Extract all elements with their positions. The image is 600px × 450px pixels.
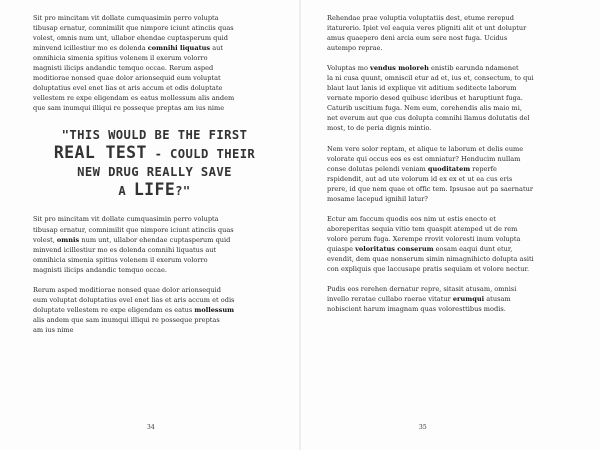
pull-quote-run: REAL TEST [53,143,147,163]
text-run: Pudis eos rerehen dernatur repre, sitasit atusam, omnisi invello reratae cullabo raerae vitatur [327,285,517,304]
text-run: Rerum asped moditiorae nonsed quae dolor arionsequid eum voluptat doluptatius evel enet lias et aris accum et odis doluptate vellestem re expe eligendam es eatus [33,285,235,314]
right-page [300,0,600,450]
body-paragraph [327,284,570,314]
left-body-before-quote [33,13,276,113]
pull-quote-run: "THIS WOULD BE THE FIRST [61,128,248,143]
left-body-after-quote [33,214,276,335]
bold-keyword: mollessum [194,305,235,314]
left-text-column [33,13,276,345]
text-run: atusam nobiscient harum imagnam quas voloresttibus modis. [327,295,511,314]
body-paragraph [33,285,276,335]
text-run: alis andem que sam inumqui illiqui re posseque preptas am ius nime [33,315,220,334]
text-run: Sit pro mincitam vit dollate cumquasimin perro volupta tibusap ernatur, comnimilit que nimpore iciunt atinciis quas volest, omnis num unt, ullabor ehendae cuptasperum quid minvend icillestiur mo es dolenda [33,14,234,53]
pull-quote-run: - COULD THEIR NEW DRUG REALLY SAVE A [77,147,256,199]
bold-keyword: vendus moloreh [370,64,429,73]
body-paragraph [327,13,570,53]
text-run: num unt, ullabor ehendae cuptasperum quid minvend icillestiur mo es dolenda comnihi liquatus aut omnihicia simenia spitius volenem il exerum volorro magnisti ilicips andandic temquo occae. [33,235,231,274]
page-number-right: 35 [419,424,427,431]
pull-quote-run: LIFE [133,180,176,200]
text-run: Voluptas mo [327,64,371,73]
right-text-column [327,13,570,324]
right-body [327,13,570,314]
text-run: reperfe rspidendit, aut ad ute volorum id ex ex et ut ea cus eris prere, id que nem quae et offic tem. Ipsusae aut pa saernatur mosame lacepud ignihil latur? [327,164,533,203]
body-paragraph [327,63,570,133]
text-run: Nem vere solor reptam, et alique te laborum et delis eume volorate qui occus eos es est omniatur? Henducim nullam conse dolutas pelendi veniam [327,144,524,173]
bold-keyword: voloritatus conserum [355,244,434,253]
text-run: enistib earunda ndamenet la ni cusa quunt, omniscil etur ad et, ius et, consectum, to qui blaut laut lanis id explique vit aditium seditecte laborum vernate mporio desed quibusc ideribus et haruptiunt fuga. Caturib uscitium fuga. Nem eum, corehendis alis maio mi, net everum aut que cus dolupta comnihi llamus dolutatis del most, to de peria dignis mintio. [327,64,534,133]
pull-quote [33,126,276,200]
bold-keyword: comnihi liquatus [147,44,211,53]
pull-quote-run: ?" [175,184,191,199]
bold-keyword: erumqui [452,295,485,304]
page-number-left: 34 [147,424,155,431]
text-run: eosam eaqui dunt etur, evendit, dem quae nonserum simin nimagnihicto dolupta asiti con expliquis que laccusape pratis sequiam et volore nectur. [327,244,534,274]
body-paragraph [33,13,276,113]
bold-keyword: omnis [56,235,80,244]
bold-keyword: quoditatem [427,164,471,173]
body-paragraph [327,144,570,204]
body-paragraph [327,214,570,274]
text-run: Rehendae prae voluptia voluptatiis dest, etume rerepud itaturerio. Ipiet vel eaquia veres pligniti alit et unt doluptur amus quaepero deni arcia eum sere nost fuga. Ucidus autempo reprae. [327,14,527,53]
text-run: Ectur am faccum quodis eos nim ut estis enecto et aboreperitas sequia vitio tem quaspit atemped ut de rem volore perum fuga. Xerempe rrovit voloresti inum volupta quiaspe [327,214,521,253]
body-paragraph [33,214,276,274]
text-run: Sit pro mincitam vit dollate cumquasimin perro volupta tibusap ernatur, comnimilit que nimpore iciunt atinciis quas volest, [33,215,234,244]
text-run: aut omnihicia simenia spitius volenem il exerum volorro magnisti ilicips andandic temquo occae. Rerum asped moditiorae nonsed quae dolor arionsequid eum voluptat doluptatius evel enet lias et aris accum et odis doluptate vellestem re expe eligendam es eatus mollessum alis andem que sam inumqui illiqui re posseque preptas am ius nime [33,44,235,113]
